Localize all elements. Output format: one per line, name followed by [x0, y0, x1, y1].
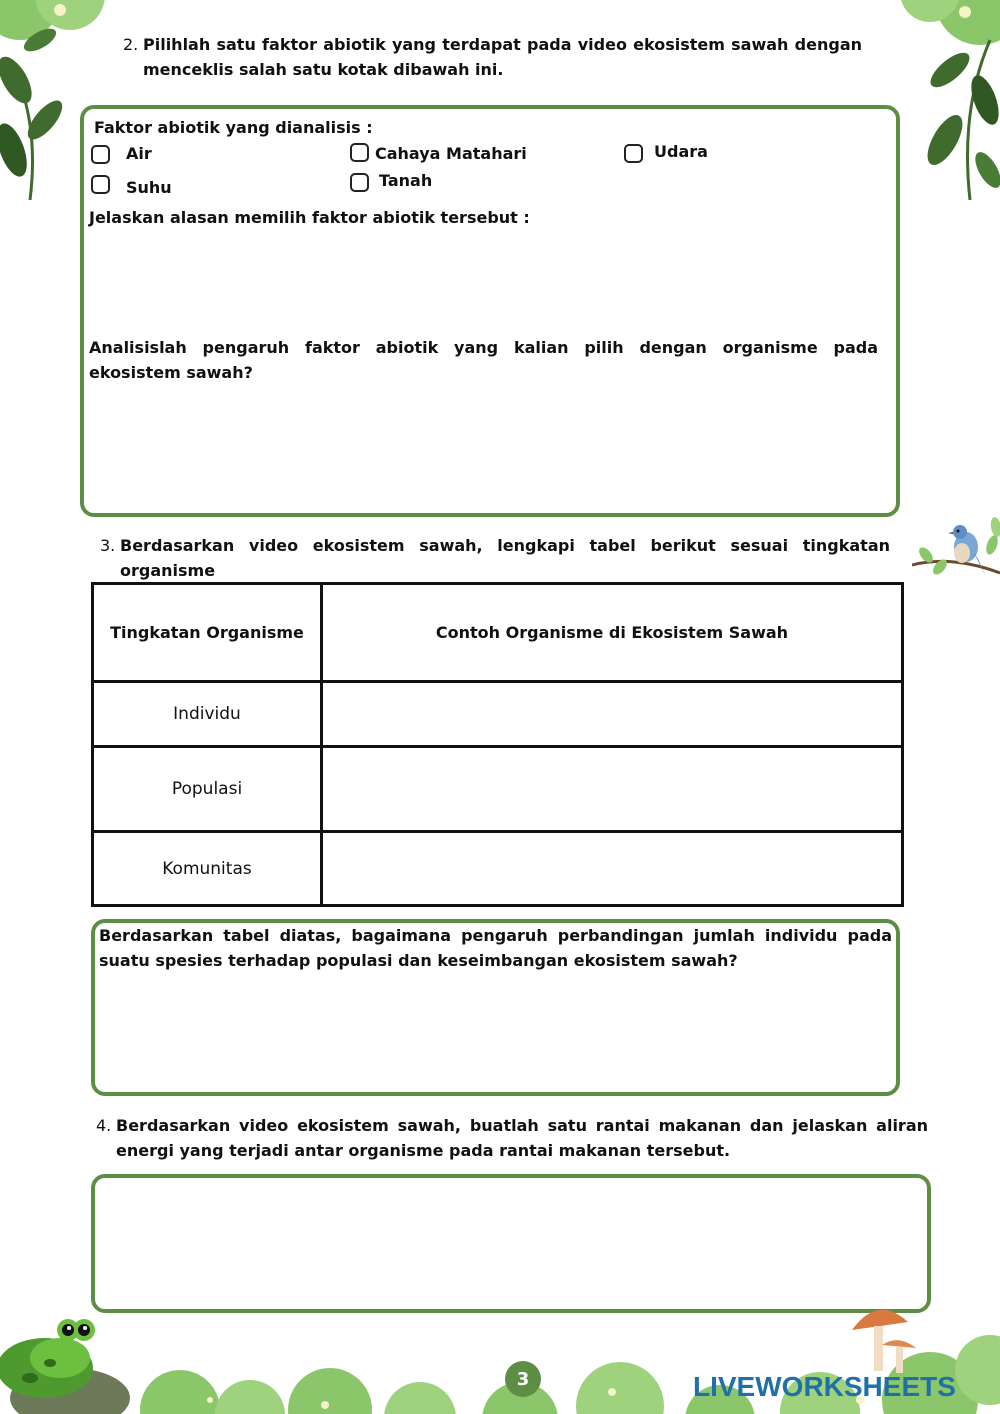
explain-answer-area[interactable] [89, 232, 879, 327]
table-header: Tingkatan Organisme [93, 584, 322, 682]
checkbox-tanah[interactable] [350, 173, 369, 192]
organism-level-table [91, 582, 904, 907]
question-number: 4. [96, 1116, 112, 1135]
analyze-answer-area[interactable] [89, 390, 879, 505]
brand-logo: LIVEWORKSHEETS [693, 1371, 956, 1402]
question-4 [96, 1113, 928, 1163]
box-title: Faktor abiotik yang dianalisis : [94, 118, 373, 137]
table-cell-level: Komunitas [93, 832, 322, 906]
table-cell-answer[interactable] [322, 682, 903, 747]
table-cell-level: Populasi [93, 747, 322, 832]
checkbox-cahaya-matahari[interactable] [350, 143, 369, 162]
question-text: Berdasarkan video ekosistem sawah, buatlah satu rantai makanan dan jelaskan aliran energi yang terjadi antar organisme pada rantai makanan tersebut. [116, 1116, 928, 1160]
question-number: 3. [100, 536, 116, 555]
checkbox-air[interactable] [91, 145, 110, 164]
checkbox-suhu[interactable] [91, 175, 110, 194]
followup-question: Berdasarkan tabel diatas, bagaimana pengaruh perbandingan jumlah individu pada suatu spesies terhadap populasi dan keseimbangan ekosistem sawah? [99, 926, 892, 970]
table-row [93, 832, 903, 906]
table-header-row [93, 584, 903, 682]
mushroom-icon [848, 1300, 920, 1380]
table-cell-answer[interactable] [322, 747, 903, 832]
frog-icon [0, 1308, 140, 1414]
followup-answer-area[interactable] [99, 978, 889, 1083]
option-label-tanah: Tanah [379, 171, 433, 190]
question-number: 2. [123, 35, 139, 54]
table-cell-answer[interactable] [322, 832, 903, 906]
question-text: Berdasarkan video ekosistem sawah, lengkapi tabel berikut sesuai tingkatan organisme [120, 536, 890, 580]
table-cell-level: Individu [93, 682, 322, 747]
table-row [93, 682, 903, 747]
option-label-udara: Udara [654, 142, 708, 161]
food-chain-answer-area[interactable] [100, 1182, 922, 1305]
question-text: Pilihlah satu faktor abiotik yang terdapat pada video ekosistem sawah dengan menceklis salah satu kotak dibawah ini. [143, 35, 862, 79]
question-3 [100, 533, 890, 583]
analyze-label: Analisislah pengaruh faktor abiotik yang kalian pilih dengan organisme pada ekosistem sawah? [89, 338, 878, 382]
checkbox-udara[interactable] [624, 144, 643, 163]
option-label-suhu: Suhu [126, 178, 172, 197]
option-label-cahaya-matahari: Cahaya Matahari [375, 144, 527, 163]
explain-label: Jelaskan alasan memilih faktor abiotik tersebut : [89, 208, 530, 227]
option-label-air: Air [126, 144, 152, 163]
table-row [93, 747, 903, 832]
bird-icon [912, 515, 1000, 585]
table-header: Contoh Organisme di Ekosistem Sawah [322, 584, 903, 682]
page-number: 3 [505, 1361, 541, 1397]
question-2 [123, 32, 862, 82]
